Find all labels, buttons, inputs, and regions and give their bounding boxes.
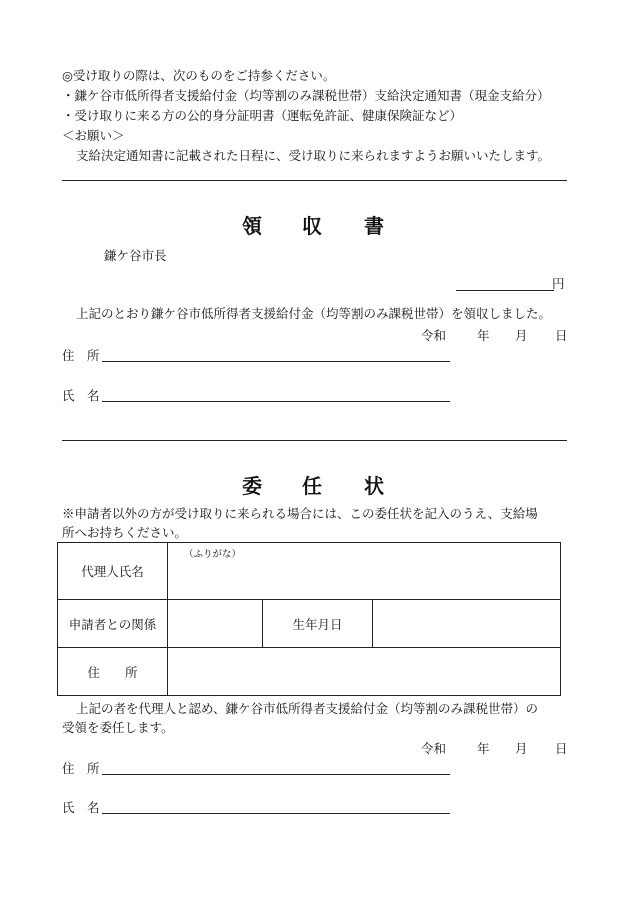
- receipt-address-field[interactable]: [102, 361, 450, 362]
- proxy-title-char-1: 委: [242, 474, 262, 498]
- notice-line-1: ◎受け取りの際は、次のものをご持参ください。: [62, 68, 336, 83]
- notice-line-5: 支給決定通知書に記載された日程に、受け取りに来られますようお願いいたします。: [76, 148, 551, 163]
- divider-2: [62, 440, 567, 441]
- receipt-name-label: 氏 名: [62, 388, 100, 403]
- birthdate-field[interactable]: [373, 600, 561, 648]
- yen-unit: 円: [552, 276, 565, 291]
- agent-name-field[interactable]: [168, 543, 561, 600]
- divider-1: [62, 180, 567, 181]
- furigana-label: （ふりがな）: [184, 549, 242, 560]
- proxy-name-label: 氏 名: [62, 800, 100, 815]
- proxy-table: [57, 542, 561, 696]
- notice-line-2: ・鎌ケ谷市低所得者支援給付金（均等割のみ課税世帯）支給決定通知書（現金支給分）: [62, 88, 550, 103]
- receipt-address-label: 住 所: [62, 348, 100, 363]
- proxy-date-day: 日: [555, 741, 568, 756]
- receipt-statement: 上記のとおり鎌ケ谷市低所得者支援給付金（均等割のみ課税世帯）を領収しました。: [76, 306, 552, 321]
- proxy-address-field[interactable]: [102, 774, 450, 775]
- proxy-title-char-2: 任: [302, 474, 322, 498]
- receipt-addressee: 鎌ケ谷市長: [104, 248, 167, 263]
- receipt-title-char-2: 収: [302, 214, 322, 238]
- proxy-statement-line-1: 上記の者を代理人と認め、鎌ケ谷市低所得者支援給付金（均等割のみ課税世帯）の: [76, 701, 539, 716]
- receipt-title-char-1: 領: [242, 214, 262, 238]
- proxy-note-line-1: ※申請者以外の方が受け取りに来られる場合には、この委任状を記入のうえ、支給場: [62, 506, 538, 521]
- relation-field[interactable]: [168, 600, 263, 648]
- birthdate-label: 生年月日: [263, 600, 373, 648]
- agent-name-label: 代理人氏名: [58, 543, 168, 600]
- proxy-date-era: 令和: [421, 741, 447, 756]
- proxy-date-month: 月: [515, 741, 528, 756]
- agent-address-label: 住 所: [58, 648, 168, 696]
- receipt-date-era: 令和: [421, 328, 447, 343]
- relation-label: 申請者との関係: [58, 600, 168, 648]
- proxy-note-line-2: 所へお持ちください。: [62, 525, 188, 540]
- proxy-date-year: 年: [477, 741, 490, 756]
- notice-line-3: ・受け取りに来る方の公的身分証明書（運転免許証、健康保険証など）: [62, 108, 463, 123]
- receipt-date-month: 月: [515, 328, 528, 343]
- notice-line-4: ＜お願い＞: [62, 128, 125, 143]
- agent-address-field[interactable]: [168, 648, 561, 696]
- proxy-address-label: 住 所: [62, 761, 100, 776]
- proxy-name-field[interactable]: [102, 813, 450, 814]
- receipt-name-field[interactable]: [102, 401, 450, 402]
- receipt-date-day: 日: [555, 328, 568, 343]
- receipt-date-year: 年: [477, 328, 490, 343]
- proxy-statement-line-2: 受領を委任します。: [62, 720, 174, 735]
- receipt-title-char-3: 書: [364, 214, 384, 238]
- amount-line[interactable]: [456, 290, 554, 291]
- proxy-title-char-3: 状: [364, 474, 384, 498]
